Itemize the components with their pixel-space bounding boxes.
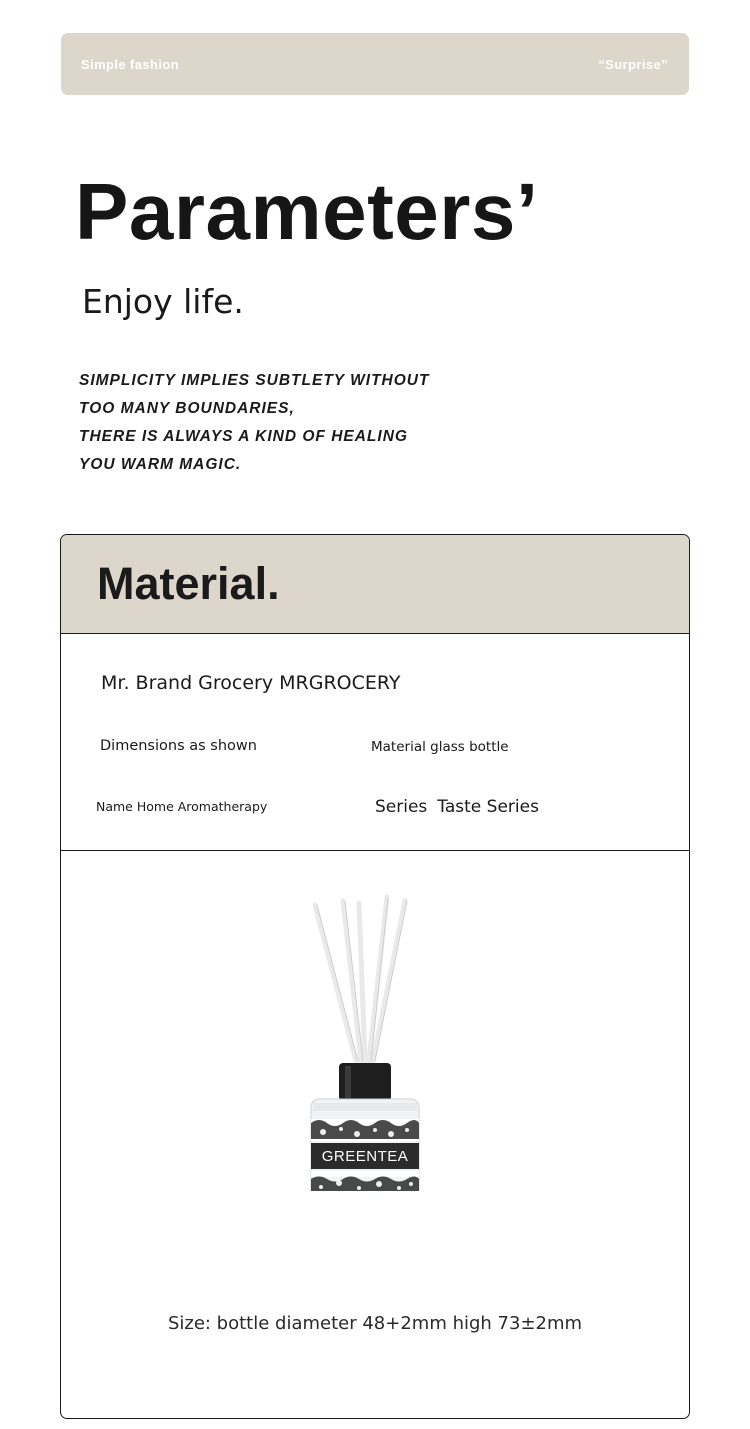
spec-dimensions: Dimensions as shown [100, 738, 257, 754]
spec-list [61, 634, 689, 851]
material-card [60, 534, 690, 1419]
quote-block [79, 372, 429, 484]
quote-line: THERE IS ALWAYS A KIND OF HEALING [79, 428, 408, 445]
top-banner [61, 33, 689, 95]
quote-line: TOO MANY BOUNDARIES, [79, 400, 295, 417]
reed-diffuser-image [261, 891, 491, 1191]
spec-name: Name Home Aromatherapy [96, 799, 268, 814]
spec-series-label: Series [375, 797, 428, 817]
spec-series [375, 797, 539, 817]
size-caption: Size: bottle diameter 48+2mm high 73±2mm [167, 1313, 583, 1334]
page-subtitle: Enjoy life. [82, 282, 244, 321]
page-title: Parameters’ [75, 167, 539, 256]
quote-line: YOU WARM MAGIC. [79, 456, 242, 473]
material-heading: Material. [97, 558, 280, 609]
product-section [61, 851, 689, 1418]
product-label-text: GREENTEA [321, 1148, 409, 1165]
spec-brand: Mr. Brand Grocery MRGROCERY [101, 672, 401, 694]
spec-material: Material glass bottle [371, 739, 509, 755]
banner-right-text: “Surprise” [598, 57, 668, 72]
quote-line: SIMPLICITY IMPLIES SUBTLETY WITHOUT [79, 372, 430, 389]
spec-series-value: Taste Series [437, 797, 539, 817]
material-header [61, 535, 689, 634]
banner-left-text: Simple fashion [81, 57, 180, 72]
